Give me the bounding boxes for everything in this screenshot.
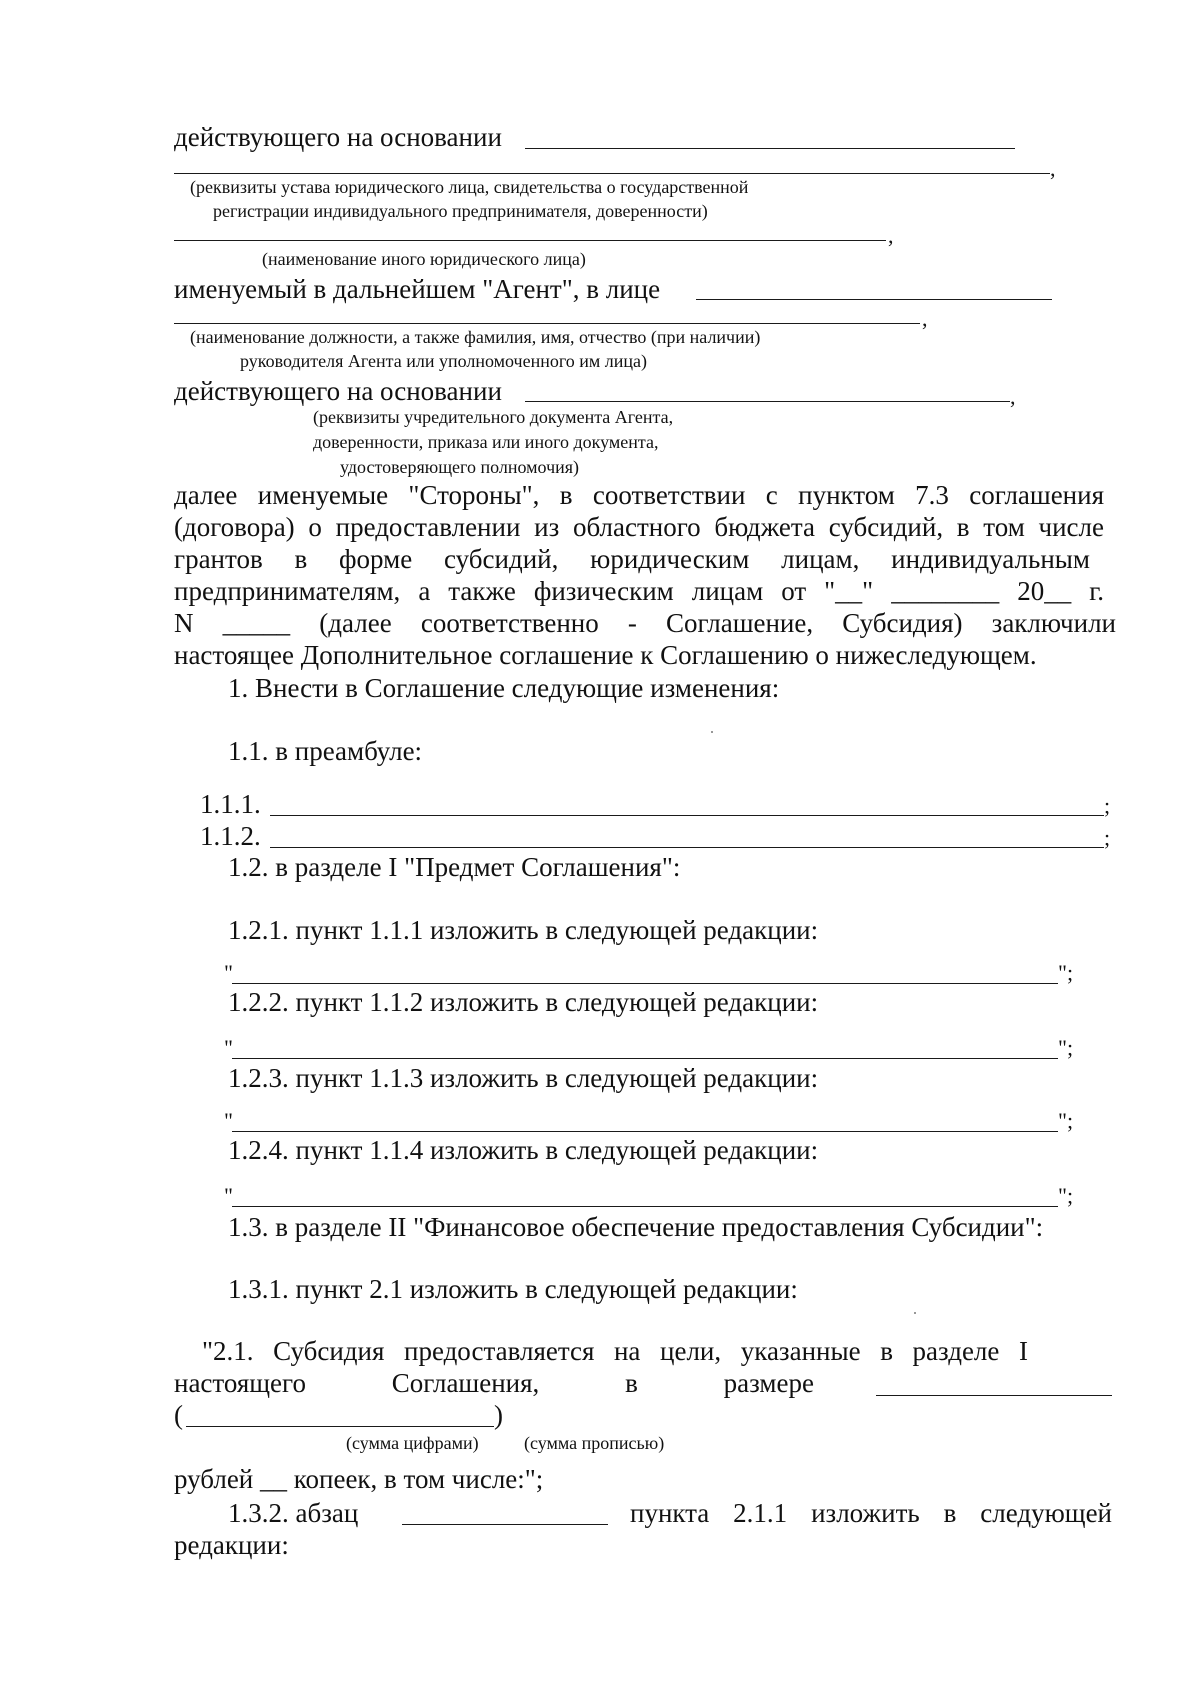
item-1-1-1-number: 1.1.1. <box>200 789 261 819</box>
item-1-2-3-blank <box>232 1131 1058 1132</box>
note-sum-words: (сумма прописью) <box>524 1433 665 1453</box>
item-1-3: 1.3. в разделе II "Финансовое обеспечение предоставления Субсидии": <box>228 1212 1044 1242</box>
semicolon-mark: ; <box>1104 825 1111 850</box>
quote-open-mark: " <box>224 1183 233 1208</box>
note-charter-line-1: (реквизиты устава юридического лица, свидетельства о государственной <box>190 177 749 197</box>
acting-basis-blank-2 <box>525 401 1010 402</box>
item-1-3-2-end: пункта 2.1.1 изложить в следующей <box>630 1498 1112 1528</box>
note-other-entity: (наименование иного юридического лица) <box>262 249 586 269</box>
parties-line-6: настоящее Дополнительное соглашение к Соглашению о нижеследующем. <box>174 640 1037 670</box>
item-1-3-2-start: 1.3.2. абзац <box>228 1498 359 1528</box>
item-1-2: 1.2. в разделе I "Предмет Соглашения": <box>228 852 681 882</box>
item-1-2-1-blank <box>232 983 1058 984</box>
acting-basis-blank-1 <box>525 148 1015 149</box>
item-1-2-4-blank <box>232 1206 1058 1207</box>
note-founding-line-3: удостоверяющего полномочия) <box>340 457 580 477</box>
agent-person-blank <box>696 299 1052 300</box>
parties-line-3: грантов в форме субсидий, юридическим лицам, индивидуальным <box>174 544 1090 574</box>
charter-requisites-blank <box>174 173 1050 174</box>
sum-digits-blank <box>876 1395 1112 1396</box>
quote-open-mark: " <box>224 960 233 985</box>
paren-open: ( <box>174 1400 183 1430</box>
item-1-2-2: 1.2.2. пункт 1.1.2 изложить в следующей редакции: <box>228 987 819 1017</box>
quote-close-mark: "; <box>1058 1108 1074 1133</box>
note-position-line-1: (наименование должности, а также фамилия, имя, отчество (при наличии) <box>190 327 761 347</box>
note-position-line-2: руководителя Агента или уполномоченного им лица) <box>240 351 648 371</box>
item-1-2-4-text: 1.2.4. пункт 1.1.4 изложить в следующей редакции: <box>228 1135 819 1165</box>
quote-open-mark: " <box>224 1108 233 1133</box>
parties-line-1: далее именуемые "Стороны", в соответствии с пунктом 7.3 соглашения <box>174 480 1104 510</box>
parties-line-2: (договора) о предоставлении из областного бюджета субсидий, в том числе <box>174 512 1104 542</box>
clause-2-1-line-1: "2.1. Субсидия предоставляется на цели, указанные в разделе I <box>202 1336 1028 1366</box>
comma-mark: , <box>1010 384 1016 409</box>
note-charter-line-2: регистрации индивидуального предпринимателя, доверенности) <box>213 201 708 221</box>
item-1: 1. Внести в Соглашение следующие изменения: <box>228 673 780 703</box>
note-founding-line-2: доверенности, приказа или иного документа, <box>313 432 659 452</box>
parties-line-5: N _____ (далее соответственно - Соглашение, Субсидия) заключили <box>174 608 1116 638</box>
item-1-1: 1.1. в преамбуле: <box>228 736 423 766</box>
quote-close-mark: "; <box>1058 1035 1074 1060</box>
item-1-2-2-blank <box>232 1058 1058 1059</box>
parties-line-4: предпринимателям, а также физическим лицам от "__" ________ 20__ г. <box>174 576 1104 606</box>
semicolon-mark: ; <box>1104 793 1111 818</box>
acting-basis-label-1: действующего на основании <box>174 122 502 152</box>
item-1-1-2-blank <box>270 847 1104 848</box>
paragraph-number-blank <box>402 1524 608 1525</box>
item-1-3-1: 1.3.1. пункт 2.1 изложить в следующей редакции: <box>228 1274 798 1304</box>
rubles-line: рублей __ копеек, в том числе:"; <box>174 1464 544 1494</box>
item-1-3-2-continuation: редакции: <box>174 1530 289 1560</box>
acting-basis-label-2: действующего на основании <box>174 376 502 406</box>
item-1-2-3: 1.2.3. пункт 1.1.3 изложить в следующей редакции: <box>228 1063 819 1093</box>
note-founding-line-1: (реквизиты учредительного документа Агента, <box>313 407 674 427</box>
other-entity-blank <box>174 240 886 241</box>
note-sum-digits: (сумма цифрами) <box>346 1433 479 1453</box>
comma-mark: , <box>922 306 928 331</box>
item-1-2-1: 1.2.1. пункт 1.1.1 изложить в следующей редакции: <box>228 915 819 945</box>
quote-close-mark: "; <box>1058 960 1074 985</box>
agent-named-label: именуемый в дальнейшем "Агент", в лице <box>174 274 661 304</box>
comma-mark: , <box>1050 156 1056 181</box>
item-1-1-2-number: 1.1.2. <box>200 821 261 851</box>
quote-close-mark: "; <box>1058 1183 1074 1208</box>
paren-close: ) <box>494 1400 503 1430</box>
speck <box>711 731 713 733</box>
position-blank <box>174 323 920 324</box>
clause-2-1-line-2: настоящего Соглашения, в размере <box>174 1368 814 1398</box>
comma-mark: , <box>888 223 894 248</box>
item-1-1-1-blank <box>270 815 1104 816</box>
sum-words-blank <box>186 1426 494 1427</box>
quote-open-mark: " <box>224 1035 233 1060</box>
speck <box>914 1312 916 1314</box>
